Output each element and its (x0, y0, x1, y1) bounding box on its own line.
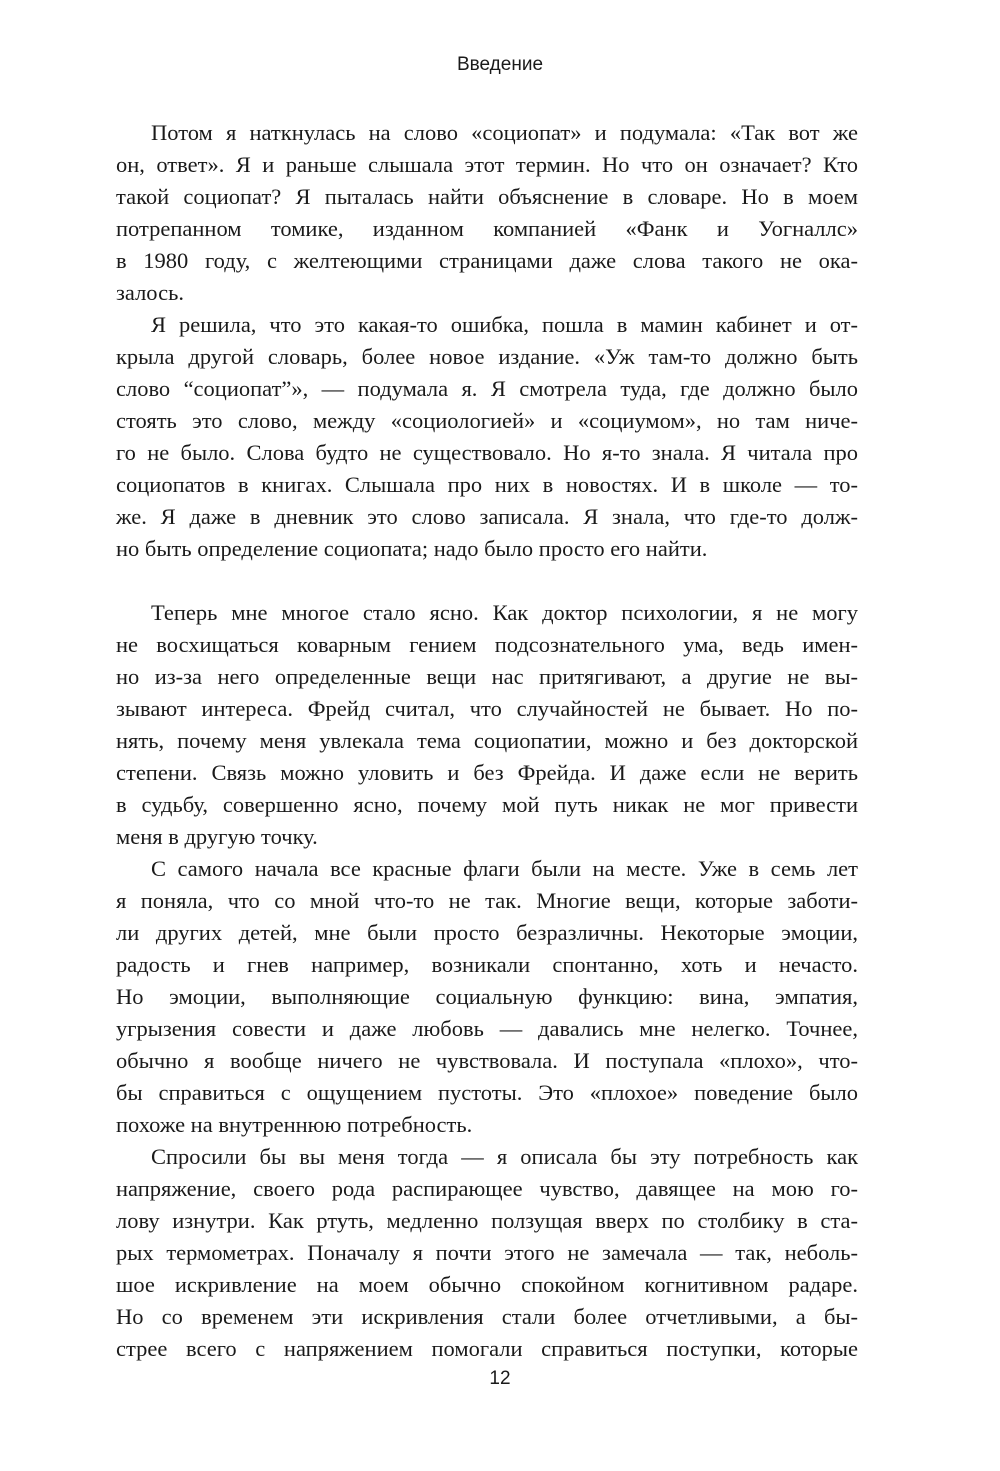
text-line: же. Я даже в дневник это слово записала. Я знала, что где-то долж- (116, 504, 858, 529)
text-line: не восхищаться коварным гением подсознательного ума, ведь имен- (116, 632, 858, 657)
text-line: радость и гнев например, возникали спонтанно, хоть и нечасто. (116, 952, 858, 977)
text-line: но быть определение социопата; надо было просто его найти. (116, 536, 708, 561)
text-line: угрызения совести и даже любовь — давались мне нелегко. Точнее, (116, 1016, 858, 1041)
text-line: рых термометрах. Поначалу я почти этого не замечала — так, неболь- (116, 1240, 858, 1265)
text-line: обычно я вообще ничего не чувствовала. И поступала «плохо», что- (116, 1048, 858, 1073)
text-line: Теперь мне многое стало ясно. Как доктор психологии, я не могу (151, 600, 858, 625)
text-line: шое искривление на моем обычно спокойном когнитивном радаре. (116, 1272, 858, 1297)
text-line: Я решила, что это какая-то ошибка, пошла в мамин кабинет и от- (151, 312, 858, 337)
text-line: нять, почему меня увлекала тема социопатии, можно и без докторской (116, 728, 858, 753)
paragraph (116, 309, 858, 565)
text-line: похоже на внутреннюю потребность. (116, 1112, 473, 1137)
text-line: Но со временем эти искривления стали более отчетливыми, а бы- (116, 1304, 858, 1329)
text-line: бы справиться с ощущением пустоты. Это «плохое» поведение было (116, 1080, 858, 1105)
text-line: Спросили бы вы меня тогда — я описала бы эту потребность как (151, 1144, 858, 1169)
text-line: я поняла, что со мной что-то не так. Многие вещи, которые заботи- (116, 888, 858, 913)
text-line: С самого начала все красные флаги были на месте. Уже в семь лет (151, 856, 858, 881)
page-number: 12 (489, 1368, 511, 1389)
text-line: в судьбу, совершенно ясно, почему мой путь никак не мог привести (116, 792, 858, 817)
text-line: стоять это слово, между «социологией» и «социумом», но там ниче- (116, 408, 858, 433)
text-line: крыла другой словарь, более новое издание. «Уж там-то должно быть (116, 344, 858, 369)
text-line: Потом я наткнулась на слово «социопат» и подумала: «Так вот же (151, 120, 858, 145)
paragraph (116, 853, 858, 1141)
text-line: зывают интереса. Фрейд считал, что случайностей не бывает. Но по- (116, 696, 858, 721)
text-line: лову изнутри. Как ртуть, медленно ползущая вверх по столбику в ста- (116, 1208, 858, 1233)
text-line: степени. Связь можно уловить и без Фрейда. И даже если не верить (116, 760, 858, 785)
text-line: потрепанном томике, изданном компанией «Фанк и Уогналлс» (116, 216, 858, 241)
text-line: Но эмоции, выполняющие социальную функцию: вина, эмпатия, (116, 984, 858, 1009)
text-line: залось. (116, 280, 184, 305)
text-line: стрее всего с напряжением помогали справиться поступки, которые (116, 1336, 858, 1361)
text-line: он, ответ». Я и раньше слышала этот термин. Но что он означает? Кто (116, 152, 858, 177)
running-header: Введение (456, 54, 544, 75)
text-line: в 1980 году, с желтеющими страницами даже слова такого не ока- (116, 248, 858, 273)
paragraph (116, 597, 858, 853)
text-line: но из-за него определенные вещи нас притягивают, а другие не вы- (116, 664, 858, 689)
text-line: социопатов в книгах. Слышала про них в новостях. И в школе — то- (116, 472, 858, 497)
text-line: го не было. Слова будто не существовало. Но я-то знала. Я читала про (116, 440, 858, 465)
body-text (116, 117, 858, 1365)
text-line: слово “социопат”», — подумала я. Я смотрела туда, где должно было (116, 376, 858, 401)
text-line: меня в другую точку. (116, 824, 318, 849)
text-line: ли других детей, мне были просто безразличны. Некоторые эмоции, (116, 920, 858, 945)
paragraph (116, 117, 858, 309)
text-line: такой социопат? Я пыталась найти объяснение в словаре. Но в моем (116, 184, 858, 209)
text-line: напряжение, своего рода распирающее чувство, давящее на мою го- (116, 1176, 858, 1201)
paragraph (116, 1141, 858, 1365)
